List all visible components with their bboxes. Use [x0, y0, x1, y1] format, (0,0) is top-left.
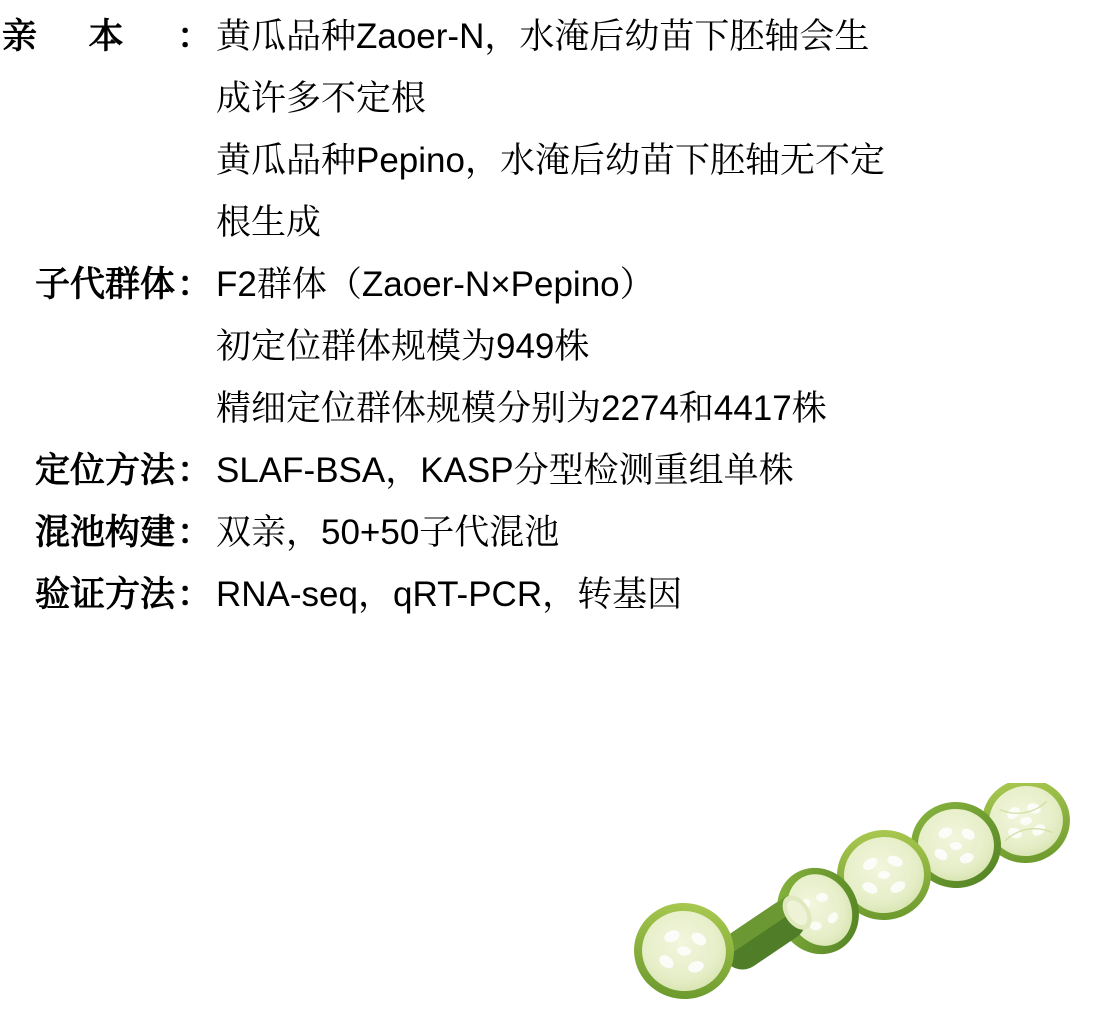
- indent-spacer: [0, 130, 216, 192]
- row-value-parents: 黄瓜品种Zaoer-N，水淹后幼苗下胚轴会生: [216, 17, 870, 56]
- indent-spacer: [0, 68, 216, 130]
- row-value-pool-construction: 双亲，50+50子代混池: [216, 513, 560, 552]
- info-row-parents-cont-3: [0, 192, 1118, 254]
- row-value-cont: 黄瓜品种Pepino，水淹后幼苗下胚轴无不定: [216, 141, 885, 180]
- label-colon: ：: [176, 265, 212, 304]
- info-row-pool-construction: [0, 502, 1118, 564]
- row-value-cont: 初定位群体规模为949株: [216, 327, 590, 366]
- label-text: 子代群体: [34, 265, 175, 304]
- row-value-cont: 成许多不定根: [216, 79, 427, 118]
- label-text: 混池构建: [34, 513, 175, 552]
- row-label-pool-construction: [0, 502, 216, 564]
- info-row-mapping-method: [0, 440, 1118, 502]
- row-value-validation-method: RNA-seq，qRT-PCR，转基因: [216, 575, 683, 614]
- label-colon: ：: [176, 575, 212, 614]
- info-row-population-cont-2: [0, 378, 1118, 440]
- row-label-population: [0, 254, 216, 316]
- label-colon: ：: [176, 451, 212, 490]
- cucumber-slices-image: [626, 783, 1096, 1013]
- info-row-population-cont-1: [0, 316, 1118, 378]
- info-row-parents: [0, 6, 1118, 68]
- row-value-cont: 根生成: [216, 203, 322, 242]
- row-label-validation-method: [0, 564, 216, 626]
- label-char-1: 亲: [2, 17, 38, 56]
- info-row-population: [0, 254, 1118, 316]
- row-label-parents: [0, 6, 216, 68]
- row-value-population: F2群体（Zaoer-N×Pepino）: [216, 265, 655, 304]
- row-value-cont: 精细定位群体规模分别为2274和4417株: [216, 389, 827, 428]
- row-label-mapping-method: [0, 440, 216, 502]
- indent-spacer: [0, 192, 216, 254]
- info-row-validation-method: [0, 564, 1118, 626]
- label-colon: ：: [176, 513, 212, 552]
- label-char-2: 本: [88, 17, 124, 56]
- info-row-parents-cont-1: [0, 68, 1118, 130]
- info-row-parents-cont-2: [0, 130, 1118, 192]
- row-value-mapping-method: SLAF-BSA，KASP分型检测重组单株: [216, 451, 794, 490]
- indent-spacer: [0, 316, 216, 378]
- indent-spacer: [0, 378, 216, 440]
- label-text: 定位方法: [34, 451, 175, 490]
- label-text: 验证方法: [34, 575, 175, 614]
- label-colon: ：: [176, 17, 212, 56]
